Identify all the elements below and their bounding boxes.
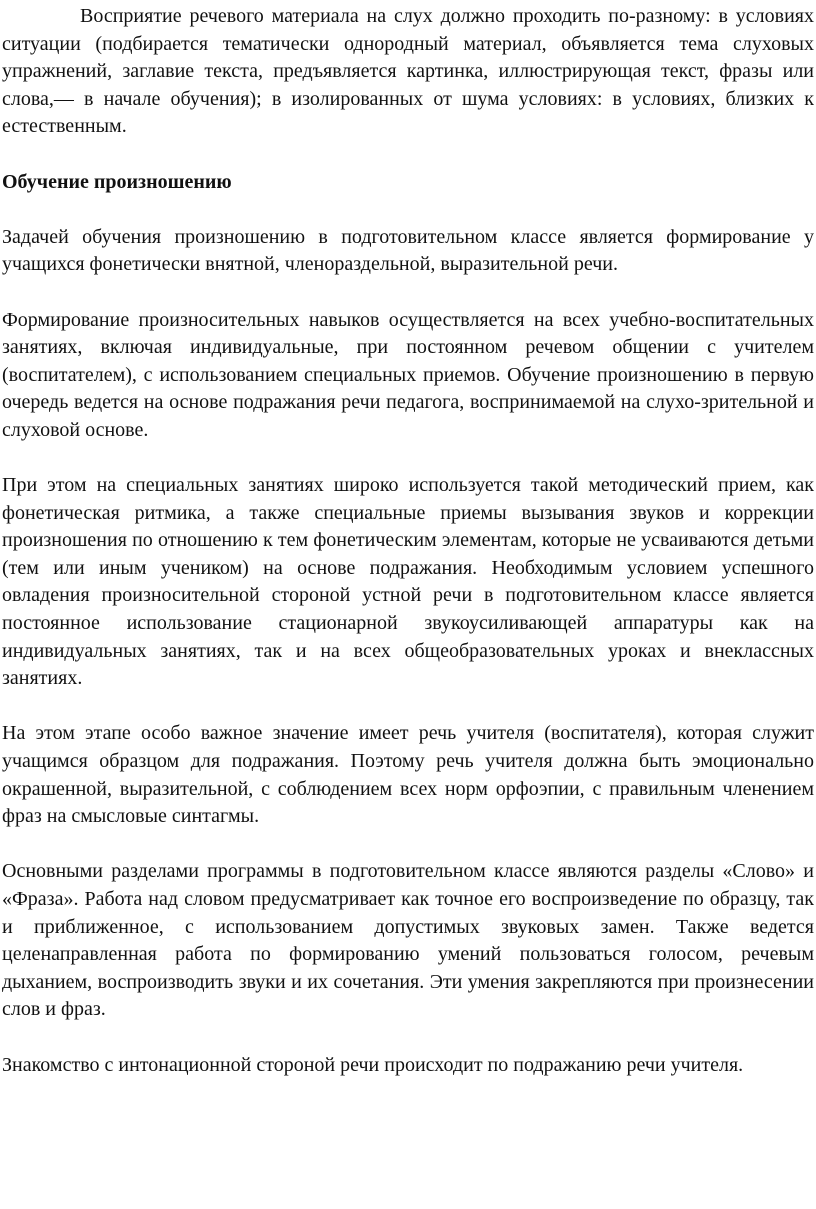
paragraph-goal: Задачей обучения произношению в подготовительном классе является формирование у учащихся фонетически внятной, членораздельной, выразительной речи. bbox=[2, 225, 814, 276]
paragraph-spacer bbox=[2, 1024, 814, 1052]
intro-paragraph: Восприятие речевого материала на слух должно проходить по-разному: в условиях ситуации (подбирается тематически однородный материал, объявляется тема слуховых упражнений, заглавие текста, предъявляется картинка, иллюстрирующая текст, фразы или слова,— в начале обучения); в изолированных от шума условиях: в условиях, близких к естественным. bbox=[2, 5, 814, 138]
paragraph-spacer bbox=[2, 445, 814, 473]
section-heading: Обучение произношению bbox=[2, 170, 232, 193]
paragraph-spacer bbox=[2, 279, 814, 307]
paragraph-teacher-speech: На этом этапе особо важное значение имеет речь учителя (воспитателя), которая служит учащимся образцом для подражания. Поэтому речь учителя должна быть эмоционально окрашенной, выразительной, с соблюдением всех норм орфоэпии, с правильным членением фраз на смысловые синтагмы. bbox=[2, 722, 814, 828]
paragraph-spacer bbox=[2, 196, 814, 224]
paragraph-special-lessons: При этом на специальных занятиях широко используется такой методический прием, как фонетическая ритмика, а также специальные приемы вызывания звуков и коррекции произношения по отношению к тем фонетическим элементам, которые не усваиваются детьми (тем или иным учеником) на основе подражания. Необходимым условием успешного овладения произносительной стороной устной речи в подготовительном классе является постоянное использование стационарной звукоусиливающей аппаратуры как на индивидуальных занятиях, так и на всех общеобразовательных уроках и внеклассных занятиях. bbox=[2, 474, 814, 690]
paragraph-spacer bbox=[2, 831, 814, 859]
paragraph-program-sections: Основными разделами программы в подготовительном классе являются разделы «Слово» и «Фраза». Работа над словом предусматривает как точное его воспроизведение по образцу, так и приближенное, с использованием допустимых звуковых замен. Также ведется целенаправленная работа по формированию умений пользоваться голосом, речевым дыханием, воспроизводить звуки и их сочетания. Эти умения закрепляются при произнесении слов и фраз. bbox=[2, 860, 814, 1021]
paragraph-intonation: Знакомство с интонационной стороной речи происходит по подражанию речи учителя. bbox=[2, 1053, 744, 1076]
paragraph-skills-formation: Формирование произносительных навыков осуществляется на всех учебно-воспитательных занятиях, включая индивидуальные, при постоянном речевом общении с учителем (воспитателем), с использованием специальных приемов. Обучение произношению в первую очередь ведется на основе подражания речи педагога, воспринимаемой на слухо-зрительной и слуховой основе. bbox=[2, 308, 814, 441]
paragraph-spacer bbox=[2, 141, 814, 169]
paragraph-spacer bbox=[2, 693, 814, 721]
